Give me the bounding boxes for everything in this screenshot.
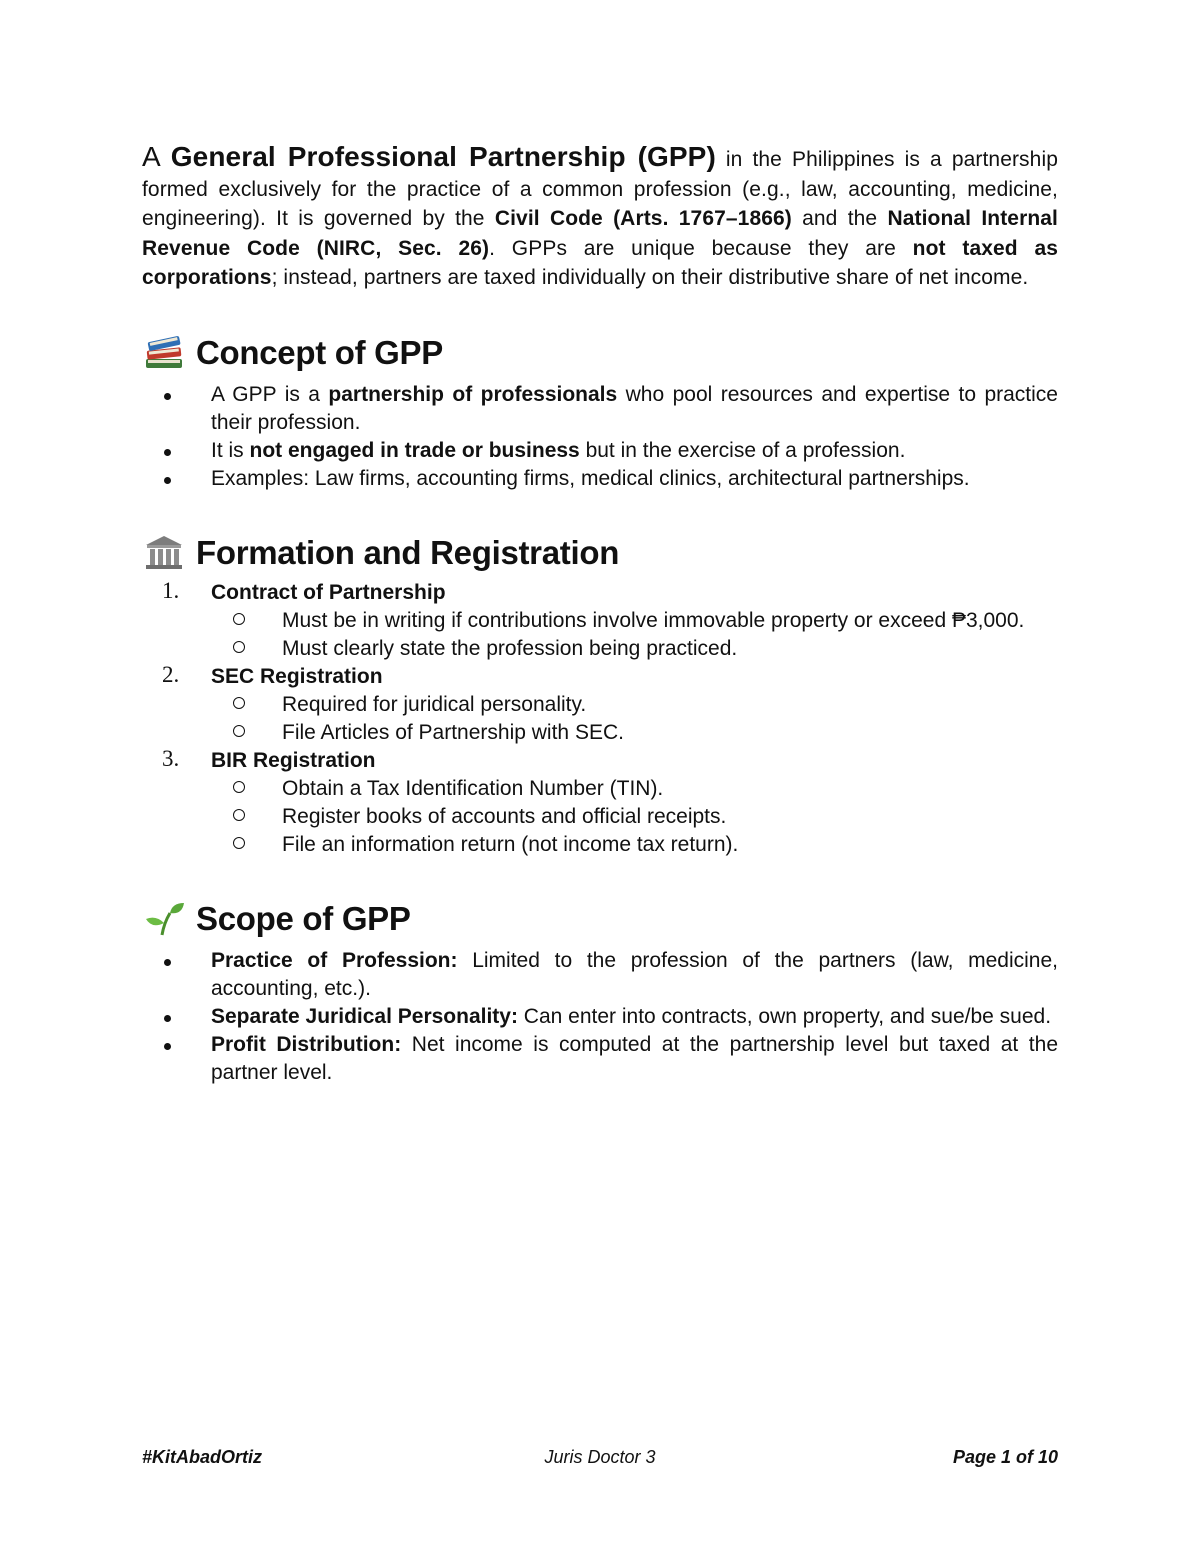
item-title: Contract of Partnership: [211, 580, 446, 604]
intro-text-4: ; instead, partners are taxed individually on their distributive share of net income.: [271, 266, 1029, 289]
sub-item-text: Must be in writing if contributions involve immovable property or exceed ₱3,000.: [282, 608, 1025, 632]
sub-list: [211, 691, 1058, 747]
intro-text-2: and the: [791, 207, 888, 230]
sub-list-item: [211, 635, 1058, 663]
item-title: SEC Registration: [211, 664, 383, 688]
sub-item-text: File Articles of Partnership with SEC.: [282, 720, 624, 744]
footer-author: #KitAbadOrtiz: [142, 1447, 263, 1467]
books-icon: [142, 333, 186, 373]
sub-item-text: Must clearly state the profession being practiced.: [282, 636, 738, 660]
circle-bullet-icon: [233, 641, 245, 653]
list-item: [142, 437, 1058, 465]
list-item: [142, 381, 1058, 437]
intro-paragraph: [142, 142, 1058, 293]
bullet-icon: [164, 1043, 171, 1050]
sub-list: [211, 607, 1058, 663]
sub-item-text: Register books of accounts and official receipts.: [282, 804, 727, 828]
bullet-icon: [164, 393, 171, 400]
circle-bullet-icon: [233, 809, 245, 821]
bullet-icon: [164, 477, 171, 484]
item-label: Practice of Profession:: [211, 948, 458, 972]
circle-bullet-icon: [233, 725, 245, 737]
item-title: BIR Registration: [211, 748, 376, 772]
formation-heading: [142, 531, 1058, 575]
list-item: [142, 1003, 1058, 1031]
sub-list-item: [211, 775, 1058, 803]
sub-item-text: File an information return (not income tax return).: [282, 832, 739, 856]
intro-text-1: in the Philippines is a partnership formed exclusively for the practice of a common profession (e.g., law, accounting, medicine, engineering). It is governed by the: [142, 148, 1058, 230]
circle-bullet-icon: [233, 837, 245, 849]
sub-list-item: [211, 691, 1058, 719]
list-item: [142, 1031, 1058, 1087]
item-text: A GPP is a: [211, 382, 329, 406]
item-text: but in the exercise of a profession.: [579, 438, 906, 462]
circle-bullet-icon: [233, 781, 245, 793]
list-item: [142, 465, 1058, 493]
item-label: Profit Distribution:: [211, 1032, 402, 1056]
formation-list: [142, 579, 1058, 859]
document-page: [142, 142, 1058, 1087]
scope-list: [142, 947, 1058, 1087]
footer-course: Juris Doctor 3: [544, 1447, 656, 1467]
scope-title: Scope of GPP: [196, 899, 411, 937]
item-bold: not engaged in trade or business: [249, 438, 580, 462]
item-text: Examples: Law firms, accounting firms, medical clinics, architectural partnerships.: [211, 466, 970, 490]
list-item: [142, 747, 1058, 859]
item-number: 3.: [162, 745, 180, 771]
formation-title: Formation and Registration: [196, 533, 620, 571]
sub-item-text: Obtain a Tax Identification Number (TIN).: [282, 776, 664, 800]
not-taxed-phrase: not taxed as corporations: [142, 236, 1059, 289]
intro-term: General Professional Partnership (GPP): [170, 141, 716, 172]
item-bold: partnership of professionals: [328, 382, 618, 406]
sub-list-item: [211, 719, 1058, 747]
seedling-icon: [142, 899, 186, 939]
concept-heading: [142, 331, 1058, 375]
scope-section: [142, 897, 1058, 1087]
list-item: [142, 579, 1058, 663]
item-label: Separate Juridical Personality:: [211, 1004, 518, 1028]
item-text: Can enter into contracts, own property, and sue/be sued.: [517, 1004, 1052, 1028]
intro-text-3: . GPPs are unique because they are: [489, 236, 913, 260]
concept-list: [142, 381, 1058, 493]
bullet-icon: [164, 959, 171, 966]
footer-page-number: Page 1 of 10: [952, 1447, 1058, 1467]
concept-section: [142, 331, 1058, 493]
circle-bullet-icon: [233, 697, 245, 709]
intro-article: A: [142, 141, 161, 172]
bullet-icon: [164, 1015, 171, 1022]
sub-list: [211, 775, 1058, 859]
item-text: who pool resources and expertise to practice their profession.: [211, 382, 1058, 434]
sub-list-item: [211, 803, 1058, 831]
item-number: 2.: [162, 661, 180, 687]
list-item: [142, 663, 1058, 747]
scope-heading: [142, 897, 1058, 941]
item-text: Net income is computed at the partnership level but taxed at the partner level.: [211, 1032, 1058, 1084]
nirc-ref: National Internal Revenue Code (NIRC, Sec. 26): [142, 207, 1058, 260]
sub-item-text: Required for juridical personality.: [282, 692, 587, 716]
classical-building-icon: [142, 533, 186, 573]
sub-list-item: [211, 831, 1058, 859]
concept-title: Concept of GPP: [196, 333, 443, 371]
item-text: It is: [211, 438, 250, 462]
sub-list-item: [211, 607, 1058, 635]
formation-section: [142, 531, 1058, 859]
page-footer: [142, 1447, 1058, 1471]
circle-bullet-icon: [233, 613, 245, 625]
item-number: 1.: [162, 577, 180, 603]
item-text: Limited to the profession of the partners (law, medicine, accounting, etc.).: [211, 948, 1059, 1000]
list-item: [142, 947, 1058, 1003]
bullet-icon: [164, 449, 171, 456]
civil-code-ref: Civil Code (Arts. 1767–1866): [494, 207, 792, 230]
